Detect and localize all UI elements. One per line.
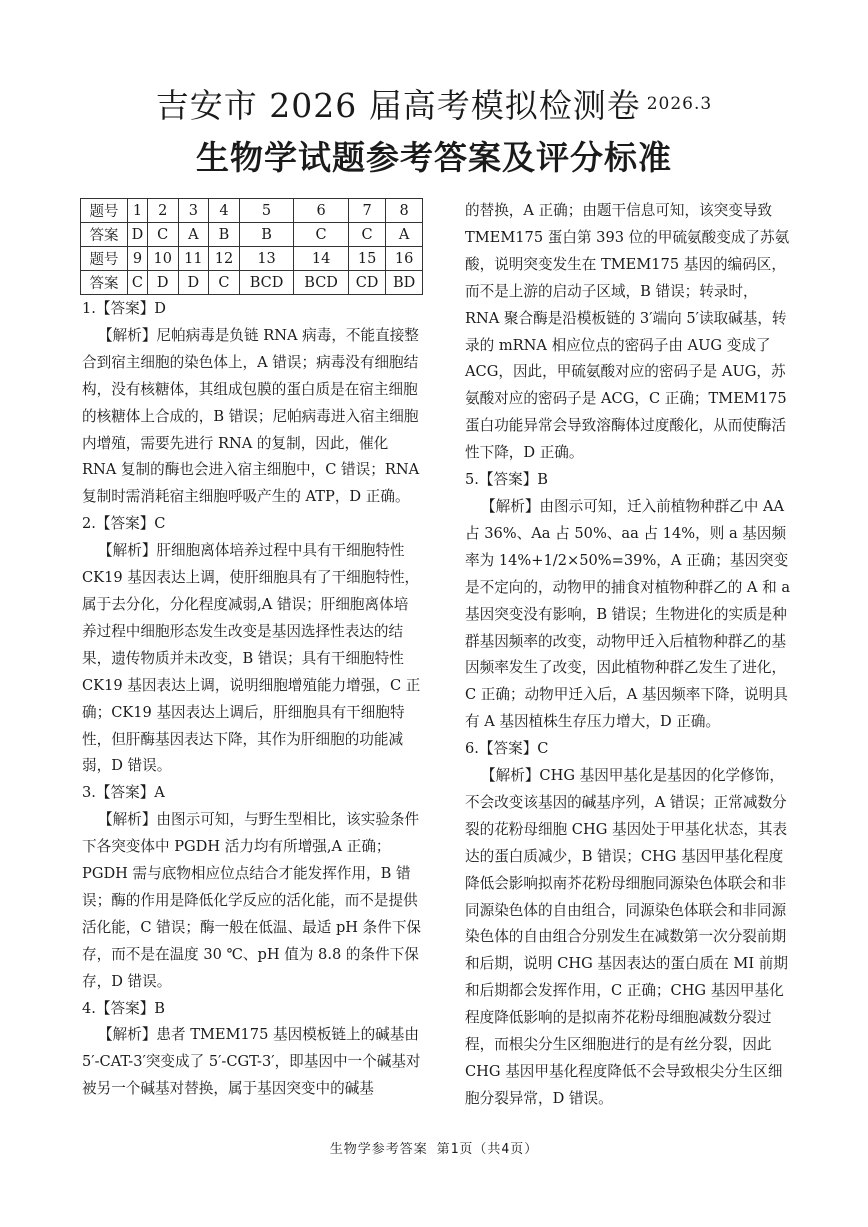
analysis-paragraph-2: 【解析】肝细胞离体培养过程中具有干细胞特性 CK19 基因表达上调，使肝细胞具有了干细胞特性，属于去分化，分化程度减弱,A 错误；肝细胞离体培养过程中细胞形态发生改变是基因选择性表达的结果，遗传物质并未改变，B 错误；具有干细胞特性 CK19 基因表达上调，说明细胞增殖能力增强，C 正确；CK19 基因表达上调后，肝细胞具有干细胞特性，但肝酶基因表达下降，其作为肝细胞的功能减弱，D 错误。 — [82, 542, 421, 775]
answer-table-cell: 1 — [128, 199, 148, 223]
answer-heading-5: 5.【答案】B — [465, 471, 549, 489]
answer-table-cell: 14 — [294, 247, 349, 271]
answer-table-header-cell: 题号 — [81, 199, 128, 223]
answer-table-cell: 4 — [209, 199, 240, 223]
page-footer: 生物学参考答案 第1页（共4页） — [329, 1142, 539, 1157]
answer-table-cell: 8 — [386, 199, 423, 223]
answer-table-cell: BCD — [239, 271, 294, 295]
answer-table-row — [81, 247, 423, 271]
answer-heading-6: 6.【答案】C — [465, 740, 549, 758]
answer-table-cell: C — [209, 271, 240, 295]
answer-table-cell: C — [294, 223, 349, 247]
answer-table-cell: A — [386, 223, 423, 247]
answer-table-header-cell: 答案 — [81, 223, 128, 247]
answer-table — [80, 198, 423, 295]
page-title — [0, 80, 868, 127]
answer-table-cell: C — [128, 271, 148, 295]
answer-table-row — [81, 271, 423, 295]
answer-table-cell: A — [178, 223, 209, 247]
analysis-paragraph-3: 【解析】由图示可知，与野生型相比，该实验条件下各突变体中 PGDH 活力均有所增强,A 正确；PGDH 需与底物相应位点结合才能发挥作用，B 错误；酶的作用是降低化学反应的活化能，而不是提供活化能，C 错误；酶一般在低温、最适 pH 条件下保存，而不是在温度 30 ℃、pH 值为 8.8 的条件下保存，D 错误。 — [82, 811, 422, 990]
answer-table-header-cell: 答案 — [81, 271, 128, 295]
answer-table-cell: CD — [348, 271, 385, 295]
answer-table-cell: 12 — [209, 247, 240, 271]
analysis-paragraph-5: 【解析】由图示可知，迁入前植物种群乙中 AA 占 36%、Aa 占 50%、aa 占 14%，则 a 基因频率为 14%+1/2×50%=39%，A 正确；基因突变是不定向的，动物甲的捕食对植物种群乙的 A 和 a 基因突变没有影响，B 错误；生物进化的实质是种群基因频率的改变，动物甲迁入后植物种群乙的基因频率发生了改变，因此植物种群乙发生了进化，C 正确；动物甲迁入后，A 基因频率下降，说明具有 A 基因植株生存压力增大，D 正确。 — [465, 497, 791, 731]
answer-table-cell: D — [178, 271, 209, 295]
answer-heading-1: 1.【答案】D — [82, 300, 166, 317]
exam-date: 2026.3 — [646, 94, 713, 114]
answer-table-header-cell: 题号 — [81, 247, 128, 271]
answer-table-cell: D — [147, 271, 178, 295]
analysis-paragraph-1: 【解析】尼帕病毒是负链 RNA 病毒，不能直接整合到宿主细胞的染色体上，A 错误；病毒没有细胞结构，没有核糖体，其组成包膜的蛋白质是在宿主细胞的核糖体上合成的，B 错误；尼帕病毒进入宿主细胞内增殖，需要先进行 RNA 的复制，因此，催化 RNA 复制的酶也会进入宿主细胞中，C 错误；RNA 复制时需消耗宿主细胞呼吸产生的 ATP，D 正确。 — [82, 326, 420, 506]
answer-table-cell: 2 — [147, 199, 178, 223]
answer-table-cell: 15 — [348, 247, 385, 271]
answer-table-cell: B — [209, 223, 240, 247]
answer-table-cell: 10 — [147, 247, 178, 271]
analysis-paragraph-6: 【解析】CHG 基因甲基化是基因的化学修饰，不会改变该基因的碱基序列，A 错误；正常减数分裂的花粉母细胞 CHG 基因处于甲基化状态，其表达的蛋白质减少，B 错误；CHG 基因甲基化程度降低会影响拟南芥花粉母细胞同源染色体联会和非同源染色体的自由组合，同源染色体联会和非同源染色体的自由组合分别发生在减数第一次分裂前期和后期，说明 CHG 基因表达的蛋白质在 MI 前期和后期都会发挥作用，C 正确；CHG 基因甲基化程度降低影响的是拟南芥花粉母细胞减数分裂过程，而根尖分生区细胞进行的是有丝分裂，因此 CHG 基因甲基化程度降低不会导致根尖分生区细胞分裂异常，D 错误。 — [465, 767, 788, 1107]
left-column — [82, 296, 422, 1103]
answer-table-row — [81, 223, 423, 247]
answer-table-cell: D — [128, 223, 148, 247]
right-column — [465, 198, 791, 1113]
answer-table-cell: 9 — [128, 247, 148, 271]
answer-table-cell: 3 — [178, 199, 209, 223]
answer-heading-2: 2.【答案】C — [82, 515, 166, 533]
page-subtitle: 生物学试题参考答案及评分标准 — [196, 138, 672, 177]
answer-heading-3: 3.【答案】A — [82, 784, 165, 802]
answer-table-cell: BCD — [294, 271, 349, 295]
analysis-paragraph-4-cont: 的替换，A 正确；由题干信息可知，该突变导致 TMEM175 蛋白第 393 位的甲硫氨酸变成了苏氨酸，说明突变发生在 TMEM175 基因的编码区，而不是上游的启动子区域，B 错误；转录时，RNA 聚合酶是沿模板链的 3′端向 5′读取碱基，转录的 mRNA 相应位点的密码子由 AUG 变成了 ACG，因此，甲硫氨酸对应的密码子是 AUG，苏氨酸对应的密码子是 ACG，C 正确；TMEM175 蛋白功能异常会导致溶酶体过度酸化，从而使酶活性下降，D 正确。 — [465, 202, 790, 462]
answer-table-cell: 16 — [386, 247, 423, 271]
answer-table-cell: B — [239, 223, 294, 247]
analysis-paragraph-4: 【解析】患者 TMEM175 基因模板链上的碱基由 5′-CAT-3′突变成了 5′-CGT-3′，即基因中一个碱基对被另一个碱基对替换，属于基因突变中的碱基 — [82, 1026, 421, 1098]
answer-table-row — [81, 199, 423, 223]
answer-table-cell: 11 — [178, 247, 209, 271]
answer-table-cell: BD — [386, 271, 423, 295]
exam-title: 吉安市 2026 届高考模拟检测卷 — [155, 86, 641, 125]
answer-table-cell: C — [147, 223, 178, 247]
answer-table-cell: 7 — [348, 199, 385, 223]
answer-table-cell: 5 — [239, 199, 294, 223]
answer-heading-4: 4.【答案】B — [82, 999, 166, 1017]
answer-table-cell: C — [348, 223, 385, 247]
answer-table-cell: 6 — [294, 199, 349, 223]
answer-table-cell: 13 — [239, 247, 294, 271]
